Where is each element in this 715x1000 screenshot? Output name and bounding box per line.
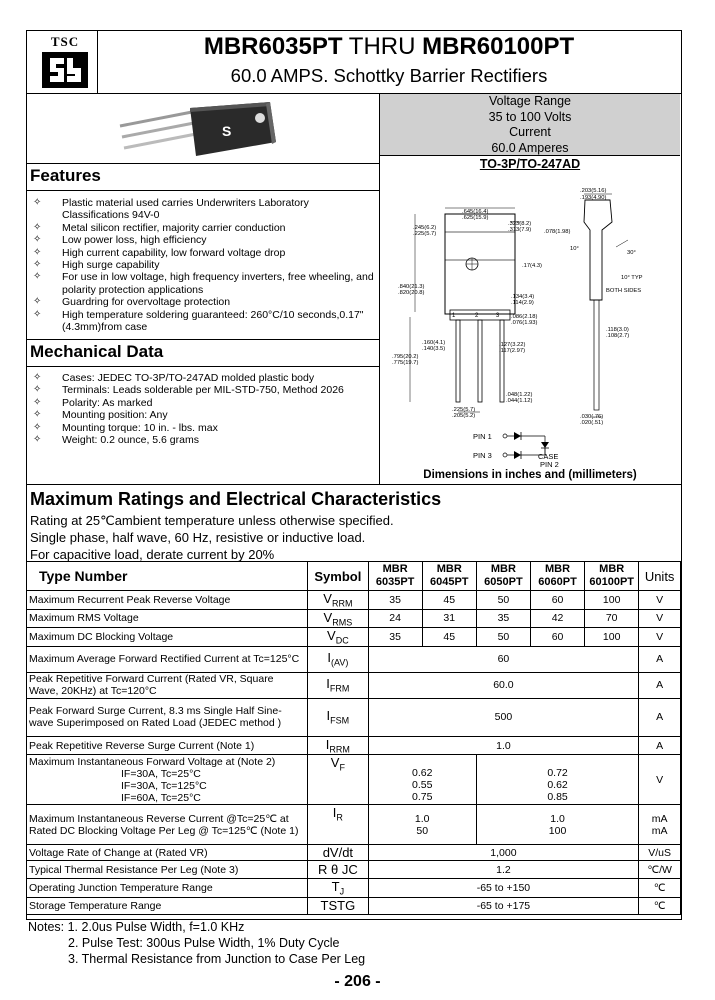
bullet-diamond-icon: ✧ (33, 384, 42, 396)
symbol-cell (308, 845, 368, 861)
symbol-cell (308, 698, 368, 736)
table-row (27, 861, 681, 879)
dimension-label: .313(7.9) (508, 227, 532, 233)
parameter-cell (27, 591, 308, 610)
dimension-label: 10° (570, 246, 579, 252)
units-cell (639, 805, 681, 845)
parameter-text: Peak Forward Surge Current, 8.3 ms Single Half Sine-wave Superimposed on Rated Load (JEDEC method ) (29, 705, 282, 730)
dimension-label: .795(20.2) (392, 354, 419, 360)
value-cell: 60 (530, 628, 584, 647)
part-series: MBR (382, 563, 408, 575)
symbol-subscript: RRM (331, 598, 353, 609)
upper-bottom-rule (26, 484, 681, 485)
symbol-subscript: (AV) (331, 658, 349, 669)
part-number: 6060PT (538, 576, 577, 588)
bullet-diamond-icon: ✧ (33, 396, 42, 408)
table-row (27, 736, 681, 755)
part-series: MBR (436, 563, 462, 575)
features-text: Metal silicon rectifier, majority carrier conduction (62, 221, 286, 234)
symbol-text: T (331, 879, 340, 895)
part-number: 6050PT (484, 576, 523, 588)
symbol-cell (308, 897, 368, 914)
features-item (30, 222, 375, 234)
features-text: Plastic material used carries Underwriters Laboratory Classifications 94V-0 (62, 197, 309, 222)
value-cell-merged: 500 (368, 698, 639, 736)
dimension-label: .245(6.2) (413, 225, 437, 231)
part-series: MBR (599, 563, 625, 575)
device-image (110, 96, 280, 164)
symbol-subscript: DC (335, 635, 349, 646)
dimension-label: .134(3.4) (511, 294, 535, 300)
part-series: MBR (545, 563, 571, 575)
features-top-rule (26, 163, 379, 164)
dimension-label: .225(5.7) (413, 231, 437, 237)
units-cell: ℃ (639, 897, 681, 914)
parameter-cell (27, 736, 308, 755)
table-row (27, 672, 681, 698)
symbol-text: V (327, 628, 336, 644)
parameter-cell (27, 879, 308, 898)
dimension-label: .114(2.9) (511, 300, 534, 306)
value-cell-merged: 1.0 (368, 736, 639, 755)
symbol-text: V (330, 755, 340, 771)
units-cell: A (639, 672, 681, 698)
symbol-text: I (326, 676, 330, 692)
spec-current-value: 60.0 Amperes (491, 140, 569, 155)
features-item (30, 309, 375, 334)
symbol-subscript: FSM (330, 716, 350, 727)
value-text: 100 (548, 824, 567, 837)
symbol-text: TSTG (320, 898, 356, 914)
table-row (27, 897, 681, 914)
symbol-text: I (325, 736, 330, 752)
value-cell-merged: -65 to +175 (368, 897, 639, 914)
value-cell: 31 (422, 609, 476, 628)
value-cell: 100 (585, 628, 639, 647)
symbol-cell (308, 879, 368, 898)
mechanical-text: Terminals: Leads solderable per MIL-STD-750, Method 2026 (62, 384, 344, 397)
parameter-text: Maximum Recurrent Peak Reverse Voltage (29, 593, 231, 606)
dimension-label: .048(1.22) (506, 392, 533, 398)
dimension-label: .118(3.0) (606, 327, 629, 333)
spec-voltage-value: 35 to 100 Volts (488, 109, 572, 124)
bullet-diamond-icon: ✧ (33, 434, 42, 446)
case-label: CASE (538, 452, 559, 461)
table-row (27, 845, 681, 861)
parameter-cell (27, 897, 308, 914)
outline-drawing (380, 172, 680, 467)
footnote-2: 2. Pulse Test: 300us Pulse Width, 1% Duty Cycle (68, 936, 340, 950)
symbol-text: V (323, 591, 332, 606)
dimension-label: .323(8.2) (508, 221, 532, 227)
value-cell: 24 (368, 609, 422, 628)
features-text: For use in low voltage, high frequency inverters, free wheeling, and polarity protection applications (62, 271, 374, 296)
bullet-diamond-icon: ✧ (33, 259, 42, 271)
features-text: High temperature soldering guaranteed: 260°C/10 seconds,0.17"(4.3mm)from case (62, 308, 364, 334)
part-number: 60100PT (589, 576, 635, 588)
value-cell-merged: 1,000 (368, 845, 639, 861)
bullet-diamond-icon: ✧ (33, 372, 42, 383)
symbol-cell (308, 861, 368, 879)
page-subtitle: 60.0 AMPS. Schottky Barrier Rectifiers (230, 65, 548, 86)
mechanical-top-rule (26, 339, 379, 340)
dimensions-caption: Dimensions in inches and (millimeters) (423, 469, 637, 481)
features-item (30, 271, 375, 296)
features-text: Guardring for overvoltage protection (62, 296, 231, 309)
symbol-subscript: RMS (332, 617, 353, 628)
parameter-text: Maximum Instantaneous Forward Voltage at (Note 2) (29, 755, 276, 768)
parameter-text: Maximum DC Blocking Voltage (29, 630, 174, 643)
symbol-cell (308, 672, 368, 698)
dimension-label: .086(2.18) (511, 314, 538, 320)
ratings-note-load: Single phase, half wave, 60 Hz, resistive or inductive load. (30, 530, 366, 545)
value-cell-group-high (476, 805, 638, 845)
pin3-label: PIN 3 (473, 451, 492, 460)
value-cell-merged: 60.0 (368, 672, 639, 698)
features-item (30, 247, 375, 259)
table-row (27, 628, 681, 647)
value-text: 0.62 (547, 778, 568, 791)
pin2-label: PIN 2 (540, 460, 559, 467)
part-header (422, 562, 476, 591)
parameter-text: Peak Repetitive Reverse Surge Current (Note 1) (29, 739, 255, 752)
dimension-label: .140(3.5) (422, 346, 446, 352)
mechanical-text: Mounting position: Any (62, 409, 168, 422)
value-cell-group-high (476, 755, 638, 805)
value-text: 0.72 (547, 766, 568, 779)
dimension-label: .127(3.22) (499, 342, 526, 348)
parameter-text: Maximum Instantaneous Reverse Current @Tc=25℃ at Rated DC Blocking Voltage Per Leg @ Tc=125℃ (Note 1) (29, 812, 299, 837)
part-header (368, 562, 422, 591)
symbol-text: R θ JC (318, 862, 358, 878)
dimension-label: .020(.51) (580, 420, 604, 426)
value-cell-merged: -65 to +150 (368, 879, 639, 898)
table-row (27, 879, 681, 898)
features-text: High current capability, low forward voltage drop (62, 246, 286, 259)
parameter-cell (27, 861, 308, 879)
title-part-start: MBR6035PT (203, 33, 343, 60)
parameter-cell (27, 805, 308, 845)
bullet-diamond-icon: ✧ (33, 296, 42, 308)
dimension-label: .645(16.4) (462, 209, 489, 215)
pin1-label: PIN 1 (473, 432, 492, 441)
parameter-cell (27, 755, 308, 805)
condition-text: IF=30A, Tc=125°C (121, 779, 207, 792)
parameter-text: Maximum Average Forward Rectified Current at Tc=125°C (29, 653, 300, 666)
symbol-subscript: J (339, 886, 345, 897)
symbol-cell (308, 628, 368, 647)
value-cell-group-low (368, 805, 476, 845)
footnote-3: 3. Thermal Resistance from Junction to Case Per Leg (68, 952, 366, 966)
table-row (27, 805, 681, 845)
condition-text: IF=60A, Tc=25°C (121, 791, 201, 804)
bullet-diamond-icon: ✧ (33, 308, 42, 320)
value-cell-merged: 1.2 (368, 861, 639, 879)
value-cell: 60 (530, 591, 584, 610)
dimension-label: .205(5.2) (452, 413, 476, 419)
table-row (27, 755, 681, 805)
symbol-cell (308, 591, 368, 610)
part-header (476, 562, 530, 591)
unit-text: mA (651, 812, 668, 825)
ratings-title: Maximum Ratings and Electrical Characteristics (30, 489, 442, 509)
mechanical-item (30, 397, 375, 409)
lead-2-label: 2 (475, 313, 479, 319)
symbol-text: I (326, 708, 331, 724)
value-cell: 35 (368, 591, 422, 610)
units-cell: ℃/W (639, 861, 681, 879)
bullet-diamond-icon: ✧ (33, 221, 42, 233)
parameter-cell (27, 646, 308, 672)
units-cell: V (639, 628, 681, 647)
condition-text: IF=30A, Tc=25°C (121, 767, 201, 780)
spec-box (380, 94, 680, 155)
spec-current-label: Current (509, 125, 551, 139)
dimension-label: .117(2.97) (499, 348, 525, 354)
units-cell: V (639, 755, 681, 805)
bullet-diamond-icon: ✧ (33, 409, 42, 421)
symbol-cell (308, 755, 368, 805)
mechanical-text: Weight: 0.2 ounce, 5.6 grams (62, 434, 199, 447)
value-text: 1.0 (550, 812, 565, 825)
dimension-label: .820(20.8) (398, 290, 425, 296)
part-number: 6045PT (430, 576, 469, 588)
parameter-text: Maximum RMS Voltage (29, 612, 139, 625)
mechanical-item (30, 422, 375, 434)
ratings-notes (30, 512, 394, 563)
symbol-subscript: FRM (329, 684, 350, 695)
parameter-text: Peak Repetitive Forward Current (Rated VR, Square Wave, 20KHz) at Tc=120°C (29, 673, 274, 698)
bullet-diamond-icon: ✧ (33, 234, 42, 246)
value-cell-group-low (368, 755, 476, 805)
mechanical-item (30, 372, 375, 384)
value-cell: 45 (422, 591, 476, 610)
symbol-cell (308, 646, 368, 672)
logo-mark-icon (40, 50, 90, 90)
parameter-cell (27, 628, 308, 647)
table-header-row (27, 562, 681, 591)
units-cell: V (639, 591, 681, 610)
units-cell: V/uS (639, 845, 681, 861)
parameter-cell (27, 845, 308, 861)
unit-text: mA (651, 824, 668, 837)
dimension-label: .160(4.1) (422, 340, 446, 346)
parameter-text: Voltage Rate of Change at (Rated VR) (29, 846, 208, 859)
symbol-cell (308, 736, 368, 755)
symbol-text: dV/dt (322, 845, 354, 861)
mechanical-title-rule (26, 366, 379, 367)
value-cell: 50 (476, 591, 530, 610)
page-number: - 206 - (334, 973, 381, 990)
symbol-text: V (323, 609, 333, 625)
value-cell: 70 (585, 609, 639, 628)
features-text: Low power loss, high efficiency (62, 234, 207, 247)
part-header (585, 562, 639, 591)
page-title (100, 32, 678, 62)
units-cell: ℃ (639, 879, 681, 898)
units-cell: A (639, 646, 681, 672)
symbol-cell (308, 805, 368, 845)
symbol-cell (308, 609, 368, 628)
bullet-diamond-icon: ✧ (33, 197, 42, 208)
parameter-text: Operating Junction Temperature Range (29, 882, 213, 895)
features-item (30, 197, 375, 222)
features-list (30, 197, 375, 333)
features-item (30, 234, 375, 246)
mechanical-item (30, 409, 375, 421)
part-header (530, 562, 584, 591)
dimension-label: .044(1.12) (506, 398, 533, 404)
parameter-cell (27, 672, 308, 698)
dimension-label: .775(19.7) (392, 360, 419, 366)
logo-text: TSC (50, 34, 80, 49)
table-row (27, 591, 681, 610)
ratings-table (26, 561, 681, 915)
value-cell-merged: 60 (368, 646, 639, 672)
ratings-note-temperature: Rating at 25℃ambient temperature unless otherwise specified. (30, 513, 394, 528)
lead-3-label: 3 (496, 313, 500, 319)
value-text: 0.85 (547, 790, 568, 803)
features-text: High surge capability (62, 259, 160, 272)
value-text: 0.75 (411, 790, 433, 803)
type-number-header: Type Number (27, 562, 308, 591)
table-row (27, 698, 681, 736)
dimension-label: .076(1.93) (511, 320, 538, 326)
features-title: Features (30, 166, 101, 185)
footnotes (28, 919, 365, 967)
value-cell: 45 (422, 628, 476, 647)
table-row (27, 646, 681, 672)
tsc-logo (40, 34, 90, 90)
units-cell: A (639, 698, 681, 736)
dimension-label: 30° (627, 250, 636, 256)
mechanical-text: Cases: JEDEC TO-3P/TO-247AD molded plastic body (62, 372, 315, 384)
parameter-cell (27, 609, 308, 628)
bullet-diamond-icon: ✧ (33, 421, 42, 433)
features-title-rule (26, 190, 379, 191)
mechanical-list (30, 372, 375, 446)
dimension-label: .203(5.16) (580, 188, 607, 194)
units-cell: A (639, 736, 681, 755)
dimension-label: BOTH SIDES (606, 288, 642, 294)
symbol-subscript: R (336, 812, 343, 823)
value-cell: 50 (476, 628, 530, 647)
value-text: 50 (416, 824, 429, 837)
mechanical-item (30, 434, 375, 446)
value-cell: 35 (476, 609, 530, 628)
value-text: 0.55 (411, 778, 433, 791)
units-cell: V (639, 609, 681, 628)
symbol-text: I (332, 805, 337, 821)
value-cell: 100 (585, 591, 639, 610)
value-cell: 35 (368, 628, 422, 647)
symbol-subscript: F (339, 762, 345, 773)
symbol-subscript: RRM (329, 744, 350, 755)
dimension-label: .078(1.98) (544, 229, 571, 235)
mechanical-title: Mechanical Data (30, 342, 164, 361)
features-item (30, 296, 375, 308)
dimension-label: .625(15.9) (462, 215, 489, 221)
dimension-label: .17(4.3) (522, 263, 542, 269)
spec-rule (380, 155, 680, 156)
bullet-diamond-icon: ✧ (33, 271, 42, 283)
parameter-cell (27, 698, 308, 736)
dimension-label: .030(.76) (580, 414, 604, 420)
package-label: TO-3P/TO-247AD (479, 157, 581, 171)
lead-1-label: 1 (452, 313, 456, 319)
mechanical-text: Polarity: As marked (62, 396, 153, 409)
title-part-end: MBR60100PT (422, 33, 575, 60)
part-number: 6035PT (375, 576, 415, 588)
value-text: 0.62 (411, 766, 433, 779)
bullet-diamond-icon: ✧ (33, 246, 42, 258)
parameter-text: Storage Temperature Range (29, 899, 162, 912)
symbol-text: I (327, 650, 331, 666)
dimension-label: .225(5.7) (452, 407, 476, 413)
spec-voltage-label: Voltage Range (488, 94, 571, 108)
units-header: Units (639, 562, 681, 591)
dimension-label: .840(21.3) (398, 284, 425, 290)
table-row (27, 609, 681, 628)
symbol-header: Symbol (308, 562, 368, 591)
ratings-note-derate: For capacitive load, derate current by 20% (30, 547, 275, 562)
footnote-1: Notes: 1. 2.0us Pulse Width, f=1.0 KHz (28, 920, 245, 934)
dimension-label: .193(4.90) (580, 195, 607, 201)
value-cell: 42 (530, 609, 584, 628)
dimension-label: 10° TYP (621, 275, 643, 281)
title-thru: THRU (342, 33, 423, 60)
parameter-text: Typical Thermal Resistance Per Leg (Note 3) (29, 863, 239, 876)
mechanical-text: Mounting torque: 10 in. - lbs. max (62, 421, 218, 434)
part-series: MBR (490, 563, 516, 575)
header-divider (97, 30, 98, 93)
features-item (30, 259, 375, 271)
mechanical-item (30, 384, 375, 396)
dimension-label: .108(2.7) (606, 333, 630, 339)
svg-text:S: S (222, 123, 232, 139)
value-text: 1.0 (414, 812, 430, 825)
